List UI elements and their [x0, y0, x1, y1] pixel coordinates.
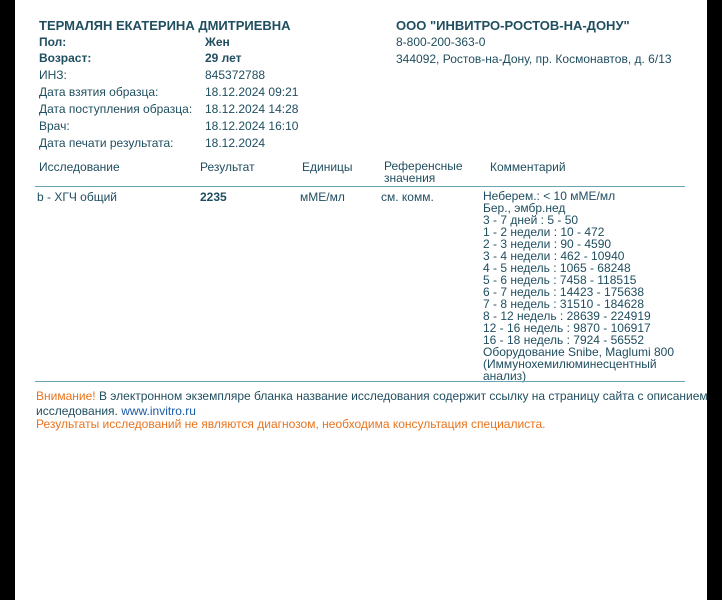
comment-line: 4 - 5 недель : 1065 - 68248 — [483, 261, 631, 275]
inz-label: ИНЗ: — [39, 68, 67, 82]
disclaimer-note: Результаты исследований не являются диагнозом, необходима консультация специалиста. — [36, 417, 546, 431]
comment-line: 3 - 7 дней : 5 - 50 — [483, 213, 579, 227]
organization-address: 344092, Ростов-на-Дону, пр. Космонавтов, д. 6/13 — [396, 52, 672, 66]
header-reference-line2: значения — [384, 171, 436, 185]
attention-note — [36, 389, 708, 419]
row-result: 2235 — [200, 190, 227, 204]
header-comments: Комментарий — [490, 160, 566, 174]
sex-value: Жен — [205, 35, 230, 49]
row-reference: см. комм. — [381, 190, 434, 204]
attention-word: Внимание! — [36, 389, 96, 403]
row-test-name: b - ХГЧ общий — [37, 190, 117, 204]
sample-taken-label: Дата взятия образца: — [39, 85, 159, 99]
attention-note-line1 — [36, 389, 708, 404]
header-units: Единицы — [302, 160, 353, 174]
comment-line: 16 - 18 недель : 7924 - 56552 — [483, 333, 644, 347]
organization-phone: 8-800-200-363-0 — [396, 35, 486, 49]
comment-line: (Иммунохемилюминесцентный — [483, 357, 657, 371]
attention-text-line1: В электронном экземпляре бланка название исследования содержит ссылку на страницу сайта с описанием — [95, 389, 708, 403]
organization-name: ООО "ИНВИТРО-РОСТОВ-НА-ДОНУ" — [396, 18, 630, 33]
row-divider — [35, 381, 685, 382]
comment-line: 5 - 6 недель : 7458 - 118515 — [483, 273, 637, 287]
print-date-label: Дата печати результата: — [39, 136, 174, 150]
patient-name: ТЕРМАЛЯН ЕКАТЕРИНА ДМИТРИЕВНА — [39, 18, 291, 33]
sample-received-label: Дата поступления образца: — [39, 102, 193, 116]
attention-text-line2: исследования. — [36, 404, 122, 418]
row-units: мМЕ/мл — [300, 190, 345, 204]
header-result: Результат — [200, 160, 255, 174]
age-value: 29 лет — [205, 51, 242, 65]
comment-line: 12 - 16 недель : 9870 - 106917 — [483, 321, 651, 335]
comment-line: Оборудование Snibe, Maglumi 800 — [483, 345, 675, 359]
doctor-value: 18.12.2024 16:10 — [205, 119, 299, 133]
sample-taken-value: 18.12.2024 09:21 — [205, 85, 299, 99]
comment-line: Бер., эмбр.нед — [483, 201, 566, 215]
print-date-value: 18.12.2024 — [205, 136, 266, 150]
comment-line: 8 - 12 недель : 28639 - 224919 — [483, 309, 651, 323]
sex-label: Пол: — [39, 35, 67, 49]
header-test: Исследование — [39, 160, 120, 174]
inz-value: 845372788 — [205, 68, 266, 82]
report-page — [15, 0, 707, 600]
invitro-site-link[interactable]: www.invitro.ru — [121, 404, 196, 418]
comment-line: 2 - 3 недели : 90 - 4590 — [483, 237, 612, 251]
comment-line: 6 - 7 недель : 14423 - 175638 — [483, 285, 644, 299]
comment-line: Неберем.: < 10 мМЕ/мл — [483, 189, 616, 203]
comment-line: 1 - 2 недели : 10 - 472 — [483, 225, 605, 239]
header-divider — [35, 186, 685, 187]
row-comments — [483, 190, 683, 382]
header-reference — [384, 160, 463, 184]
comment-line: 3 - 4 недели : 462 - 10940 — [483, 249, 625, 263]
doctor-label: Врач: — [39, 119, 70, 133]
header-reference-line1: Референсные — [384, 159, 463, 173]
age-label: Возраст: — [39, 51, 92, 65]
sample-received-value: 18.12.2024 14:28 — [205, 102, 299, 116]
comment-line: 7 - 8 недель : 31510 - 184628 — [483, 297, 644, 311]
comment-line: анализ) — [483, 369, 527, 383]
